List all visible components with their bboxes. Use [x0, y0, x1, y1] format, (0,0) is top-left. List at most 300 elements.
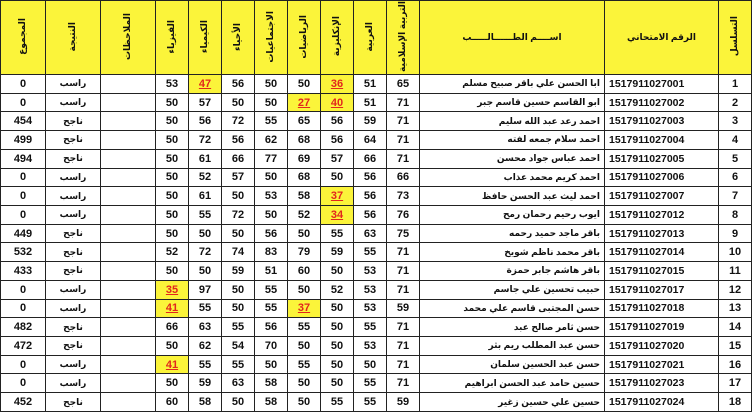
cell-exam: 1517911027004 [605, 131, 719, 150]
cell-biology: 54 [222, 337, 255, 356]
cell-social: 56 [255, 224, 288, 243]
cell-exam: 1517911027007 [605, 187, 719, 206]
table-row [1, 74, 752, 93]
cell-islamic: 76 [387, 205, 420, 224]
cell-biology: 74 [222, 243, 255, 262]
cell-result: راسب [46, 93, 101, 112]
cell-arabic: 55 [354, 318, 387, 337]
cell-math: 58 [288, 187, 321, 206]
table-row [1, 318, 752, 337]
cell-remark [101, 393, 156, 412]
cell-result: ناجح [46, 262, 101, 281]
cell-islamic: 73 [387, 187, 420, 206]
cell-seq: 12 [719, 280, 752, 299]
cell-math: 68 [288, 131, 321, 150]
cell-name: حسين علي حسين زغير [420, 393, 605, 412]
cell-exam: 1517911027002 [605, 93, 719, 112]
cell-chemistry: 55 [189, 299, 222, 318]
header-seq-label: التسلسل [729, 16, 740, 57]
header-social [255, 1, 288, 75]
cell-english: 50 [321, 168, 354, 187]
cell-math: 69 [288, 149, 321, 168]
cell-chemistry: 58 [189, 393, 222, 412]
cell-islamic: 71 [387, 280, 420, 299]
cell-social: 83 [255, 243, 288, 262]
cell-exam: 1517911027012 [605, 205, 719, 224]
cell-remark [101, 112, 156, 131]
cell-islamic: 71 [387, 374, 420, 393]
cell-english: 57 [321, 149, 354, 168]
cell-social: 58 [255, 393, 288, 412]
cell-name: باقر محمد ناظم شويخ [420, 243, 605, 262]
cell-islamic: 71 [387, 131, 420, 150]
cell-exam: 1517911027003 [605, 112, 719, 131]
cell-total: 0 [1, 299, 46, 318]
cell-exam: 1517911027001 [605, 74, 719, 93]
cell-exam: 1517911027020 [605, 337, 719, 356]
cell-remark [101, 168, 156, 187]
cell-result: ناجح [46, 149, 101, 168]
cell-total: 0 [1, 355, 46, 374]
cell-result: راسب [46, 205, 101, 224]
cell-biology: 50 [222, 187, 255, 206]
cell-english: 50 [321, 318, 354, 337]
cell-chemistry: 63 [189, 318, 222, 337]
header-math [288, 1, 321, 75]
cell-social: 50 [255, 168, 288, 187]
cell-chemistry: 61 [189, 187, 222, 206]
cell-arabic: 53 [354, 280, 387, 299]
cell-social: 56 [255, 318, 288, 337]
cell-biology: 59 [222, 262, 255, 281]
cell-result: ناجح [46, 131, 101, 150]
cell-english: 55 [321, 393, 354, 412]
cell-name: احمد عباس جواد محسن [420, 149, 605, 168]
cell-total: 433 [1, 262, 46, 281]
cell-math: 50 [288, 393, 321, 412]
header-exam-no-label: الرقم الامتحاني [627, 31, 696, 42]
cell-remark [101, 224, 156, 243]
cell-english: 37 [321, 187, 354, 206]
table-row [1, 224, 752, 243]
cell-arabic: 51 [354, 93, 387, 112]
cell-exam: 1517911027013 [605, 224, 719, 243]
cell-remark [101, 318, 156, 337]
cell-physics: 50 [156, 262, 189, 281]
cell-math: 55 [288, 355, 321, 374]
cell-name: ايوب رحيم رحمان رمح [420, 205, 605, 224]
cell-result: راسب [46, 355, 101, 374]
cell-arabic: 59 [354, 112, 387, 131]
cell-total: 0 [1, 280, 46, 299]
cell-result: راسب [46, 299, 101, 318]
cell-seq: 5 [719, 149, 752, 168]
table-row [1, 280, 752, 299]
cell-result: ناجح [46, 337, 101, 356]
cell-chemistry: 52 [189, 168, 222, 187]
header-student-name-label: اســــم الطــــــالـــــب [462, 31, 562, 42]
cell-islamic: 71 [387, 243, 420, 262]
cell-result: راسب [46, 280, 101, 299]
cell-physics: 50 [156, 205, 189, 224]
cell-english: 56 [321, 112, 354, 131]
cell-social: 50 [255, 355, 288, 374]
table-row [1, 205, 752, 224]
cell-name: حسن ثامر صالح عبد [420, 318, 605, 337]
table-row [1, 374, 752, 393]
cell-total: 449 [1, 224, 46, 243]
cell-name: احمد كريم محمد عذاب [420, 168, 605, 187]
cell-chemistry: 72 [189, 243, 222, 262]
cell-english: 59 [321, 243, 354, 262]
cell-seq: 1 [719, 74, 752, 93]
cell-islamic: 71 [387, 318, 420, 337]
cell-remark [101, 280, 156, 299]
table-row [1, 131, 752, 150]
cell-arabic: 66 [354, 149, 387, 168]
table-row [1, 262, 752, 281]
cell-social: 55 [255, 112, 288, 131]
cell-result: راسب [46, 187, 101, 206]
cell-islamic: 75 [387, 224, 420, 243]
header-social-label: الاجتماعيات [265, 10, 276, 63]
header-chemistry [189, 1, 222, 75]
cell-result: ناجح [46, 243, 101, 262]
table-row [1, 149, 752, 168]
cell-seq: 13 [719, 299, 752, 318]
cell-seq: 18 [719, 393, 752, 412]
header-seq [719, 1, 752, 75]
cell-result: راسب [46, 168, 101, 187]
cell-remark [101, 131, 156, 150]
cell-biology: 56 [222, 74, 255, 93]
header-student-name [420, 1, 605, 75]
cell-islamic: 59 [387, 299, 420, 318]
cell-biology: 66 [222, 149, 255, 168]
cell-seq: 15 [719, 337, 752, 356]
cell-math: 50 [288, 337, 321, 356]
cell-math: 37 [288, 299, 321, 318]
cell-total: 532 [1, 243, 46, 262]
cell-math: 27 [288, 93, 321, 112]
cell-chemistry: 61 [189, 149, 222, 168]
cell-islamic: 71 [387, 112, 420, 131]
cell-chemistry: 55 [189, 205, 222, 224]
cell-arabic: 63 [354, 224, 387, 243]
cell-physics: 60 [156, 393, 189, 412]
cell-physics: 50 [156, 224, 189, 243]
cell-exam: 1517911027018 [605, 299, 719, 318]
cell-seq: 7 [719, 187, 752, 206]
cell-physics: 41 [156, 299, 189, 318]
cell-exam: 1517911027021 [605, 355, 719, 374]
cell-math: 50 [288, 224, 321, 243]
cell-math: 68 [288, 168, 321, 187]
cell-biology: 63 [222, 374, 255, 393]
cell-islamic: 71 [387, 355, 420, 374]
header-physics [156, 1, 189, 75]
cell-islamic: 71 [387, 93, 420, 112]
cell-social: 58 [255, 374, 288, 393]
cell-remark [101, 187, 156, 206]
cell-name: ابا الحسن علي باقر صبيح مسلم [420, 74, 605, 93]
header-result-label: النتيجة [67, 21, 78, 52]
cell-arabic: 56 [354, 168, 387, 187]
cell-seq: 9 [719, 224, 752, 243]
cell-biology: 50 [222, 93, 255, 112]
cell-seq: 3 [719, 112, 752, 131]
cell-biology: 50 [222, 280, 255, 299]
header-total [1, 1, 46, 75]
cell-english: 40 [321, 93, 354, 112]
table-row [1, 337, 752, 356]
cell-math: 55 [288, 318, 321, 337]
cell-name: باقر هاشم جابر حمزة [420, 262, 605, 281]
cell-biology: 72 [222, 112, 255, 131]
cell-english: 50 [321, 374, 354, 393]
cell-result: راسب [46, 374, 101, 393]
cell-result: ناجح [46, 224, 101, 243]
cell-remark [101, 243, 156, 262]
cell-physics: 50 [156, 93, 189, 112]
cell-social: 77 [255, 149, 288, 168]
header-remark-label: الملاحظات [122, 12, 133, 60]
cell-math: 50 [288, 280, 321, 299]
cell-remark [101, 205, 156, 224]
cell-physics: 52 [156, 243, 189, 262]
cell-biology: 50 [222, 224, 255, 243]
cell-social: 55 [255, 299, 288, 318]
cell-biology: 57 [222, 168, 255, 187]
cell-physics: 41 [156, 355, 189, 374]
cell-result: راسب [46, 74, 101, 93]
cell-physics: 50 [156, 187, 189, 206]
cell-name: احمد ليث عبد الحسن حافظ [420, 187, 605, 206]
cell-english: 52 [321, 280, 354, 299]
header-biology [222, 1, 255, 75]
header-result [46, 1, 101, 75]
cell-chemistry: 97 [189, 280, 222, 299]
cell-name: حسن المجتبى قاسم علي محمد [420, 299, 605, 318]
cell-social: 50 [255, 205, 288, 224]
cell-islamic: 59 [387, 393, 420, 412]
cell-islamic: 71 [387, 337, 420, 356]
cell-name: ابو القاسم حسين قاسم جبر [420, 93, 605, 112]
cell-english: 50 [321, 262, 354, 281]
cell-remark [101, 74, 156, 93]
cell-seq: 14 [719, 318, 752, 337]
table-body [1, 74, 752, 411]
cell-arabic: 55 [354, 393, 387, 412]
cell-arabic: 53 [354, 337, 387, 356]
cell-biology: 50 [222, 393, 255, 412]
cell-math: 60 [288, 262, 321, 281]
cell-math: 50 [288, 374, 321, 393]
cell-total: 494 [1, 149, 46, 168]
cell-total: 452 [1, 393, 46, 412]
cell-english: 50 [321, 355, 354, 374]
cell-social: 50 [255, 93, 288, 112]
cell-physics: 35 [156, 280, 189, 299]
cell-social: 50 [255, 74, 288, 93]
table-row [1, 299, 752, 318]
cell-remark [101, 149, 156, 168]
cell-exam: 1517911027017 [605, 280, 719, 299]
table-row [1, 168, 752, 187]
cell-arabic: 55 [354, 243, 387, 262]
cell-islamic: 66 [387, 168, 420, 187]
cell-total: 0 [1, 205, 46, 224]
cell-arabic: 50 [354, 355, 387, 374]
cell-exam: 1517911027023 [605, 374, 719, 393]
cell-arabic: 64 [354, 131, 387, 150]
cell-physics: 50 [156, 168, 189, 187]
cell-physics: 50 [156, 112, 189, 131]
cell-math: 65 [288, 112, 321, 131]
cell-english: 50 [321, 337, 354, 356]
cell-exam: 1517911027024 [605, 393, 719, 412]
header-islamic [387, 1, 420, 75]
cell-social: 51 [255, 262, 288, 281]
header-row [1, 1, 752, 75]
cell-english: 55 [321, 224, 354, 243]
cell-biology: 55 [222, 318, 255, 337]
cell-name: حسين حامد عبد الحسن ابراهيم [420, 374, 605, 393]
header-total-label: المجموع [17, 18, 28, 55]
cell-remark [101, 262, 156, 281]
cell-seq: 2 [719, 93, 752, 112]
cell-physics: 50 [156, 149, 189, 168]
cell-arabic: 51 [354, 74, 387, 93]
cell-total: 0 [1, 374, 46, 393]
cell-english: 56 [321, 131, 354, 150]
cell-total: 472 [1, 337, 46, 356]
cell-remark [101, 299, 156, 318]
cell-arabic: 56 [354, 205, 387, 224]
cell-physics: 50 [156, 374, 189, 393]
cell-seq: 10 [719, 243, 752, 262]
cell-total: 482 [1, 318, 46, 337]
cell-social: 70 [255, 337, 288, 356]
cell-islamic: 65 [387, 74, 420, 93]
cell-total: 0 [1, 168, 46, 187]
cell-math: 50 [288, 74, 321, 93]
cell-remark [101, 355, 156, 374]
header-remark [101, 1, 156, 75]
cell-english: 34 [321, 205, 354, 224]
cell-physics: 50 [156, 337, 189, 356]
cell-arabic: 56 [354, 187, 387, 206]
cell-arabic: 55 [354, 374, 387, 393]
cell-remark [101, 374, 156, 393]
cell-arabic: 53 [354, 262, 387, 281]
cell-total: 499 [1, 131, 46, 150]
cell-physics: 50 [156, 131, 189, 150]
cell-result: ناجح [46, 112, 101, 131]
cell-exam: 1517911027015 [605, 262, 719, 281]
header-arabic [354, 1, 387, 75]
cell-exam: 1517911027014 [605, 243, 719, 262]
cell-math: 52 [288, 205, 321, 224]
cell-biology: 72 [222, 205, 255, 224]
cell-seq: 4 [719, 131, 752, 150]
cell-chemistry: 59 [189, 374, 222, 393]
table-row [1, 243, 752, 262]
cell-remark [101, 93, 156, 112]
cell-math: 79 [288, 243, 321, 262]
header-chemistry-label: الكيمياء [199, 19, 210, 53]
cell-seq: 17 [719, 374, 752, 393]
header-arabic-label: العربية [364, 21, 375, 52]
cell-chemistry: 47 [189, 74, 222, 93]
cell-result: ناجح [46, 393, 101, 412]
cell-name: احمد رعد عبد الله سليم [420, 112, 605, 131]
cell-english: 36 [321, 74, 354, 93]
header-physics-label: الفيزياء [166, 19, 177, 54]
header-math-label: الرياضيات [298, 14, 309, 59]
cell-result: ناجح [46, 318, 101, 337]
cell-chemistry: 56 [189, 112, 222, 131]
cell-name: حسن عبد الحسين سلمان [420, 355, 605, 374]
header-islamic-label: التربية الإسلامية [397, 1, 408, 72]
table-row [1, 112, 752, 131]
cell-chemistry: 57 [189, 93, 222, 112]
header-english [321, 1, 354, 75]
cell-arabic: 53 [354, 299, 387, 318]
header-english-label: الإنكليزية [331, 16, 342, 57]
cell-islamic: 71 [387, 149, 420, 168]
cell-english: 50 [321, 299, 354, 318]
cell-chemistry: 72 [189, 131, 222, 150]
cell-chemistry: 55 [189, 355, 222, 374]
cell-chemistry: 62 [189, 337, 222, 356]
cell-biology: 50 [222, 299, 255, 318]
cell-chemistry: 50 [189, 262, 222, 281]
cell-social: 53 [255, 187, 288, 206]
cell-islamic: 71 [387, 262, 420, 281]
table-row [1, 393, 752, 412]
cell-total: 0 [1, 74, 46, 93]
cell-total: 454 [1, 112, 46, 131]
cell-seq: 11 [719, 262, 752, 281]
cell-name: احمد سلام جمعه لفته [420, 131, 605, 150]
cell-seq: 8 [719, 205, 752, 224]
cell-chemistry: 50 [189, 224, 222, 243]
cell-physics: 66 [156, 318, 189, 337]
cell-biology: 55 [222, 355, 255, 374]
cell-seq: 16 [719, 355, 752, 374]
cell-biology: 56 [222, 131, 255, 150]
cell-exam: 1517911027019 [605, 318, 719, 337]
cell-exam: 1517911027006 [605, 168, 719, 187]
cell-total: 0 [1, 93, 46, 112]
header-biology-label: الأحياء [232, 22, 243, 51]
header-exam-no [605, 1, 719, 75]
cell-name: باقر ماجد حميد رحمه [420, 224, 605, 243]
cell-social: 55 [255, 280, 288, 299]
cell-name: حسن عبد المطلب ريم بثر [420, 337, 605, 356]
cell-name: حبيب تحسين علي جاسم [420, 280, 605, 299]
cell-physics: 53 [156, 74, 189, 93]
cell-social: 62 [255, 131, 288, 150]
table-row [1, 355, 752, 374]
cell-exam: 1517911027005 [605, 149, 719, 168]
cell-seq: 6 [719, 168, 752, 187]
cell-total: 0 [1, 187, 46, 206]
table-row [1, 93, 752, 112]
table-row [1, 187, 752, 206]
cell-remark [101, 337, 156, 356]
